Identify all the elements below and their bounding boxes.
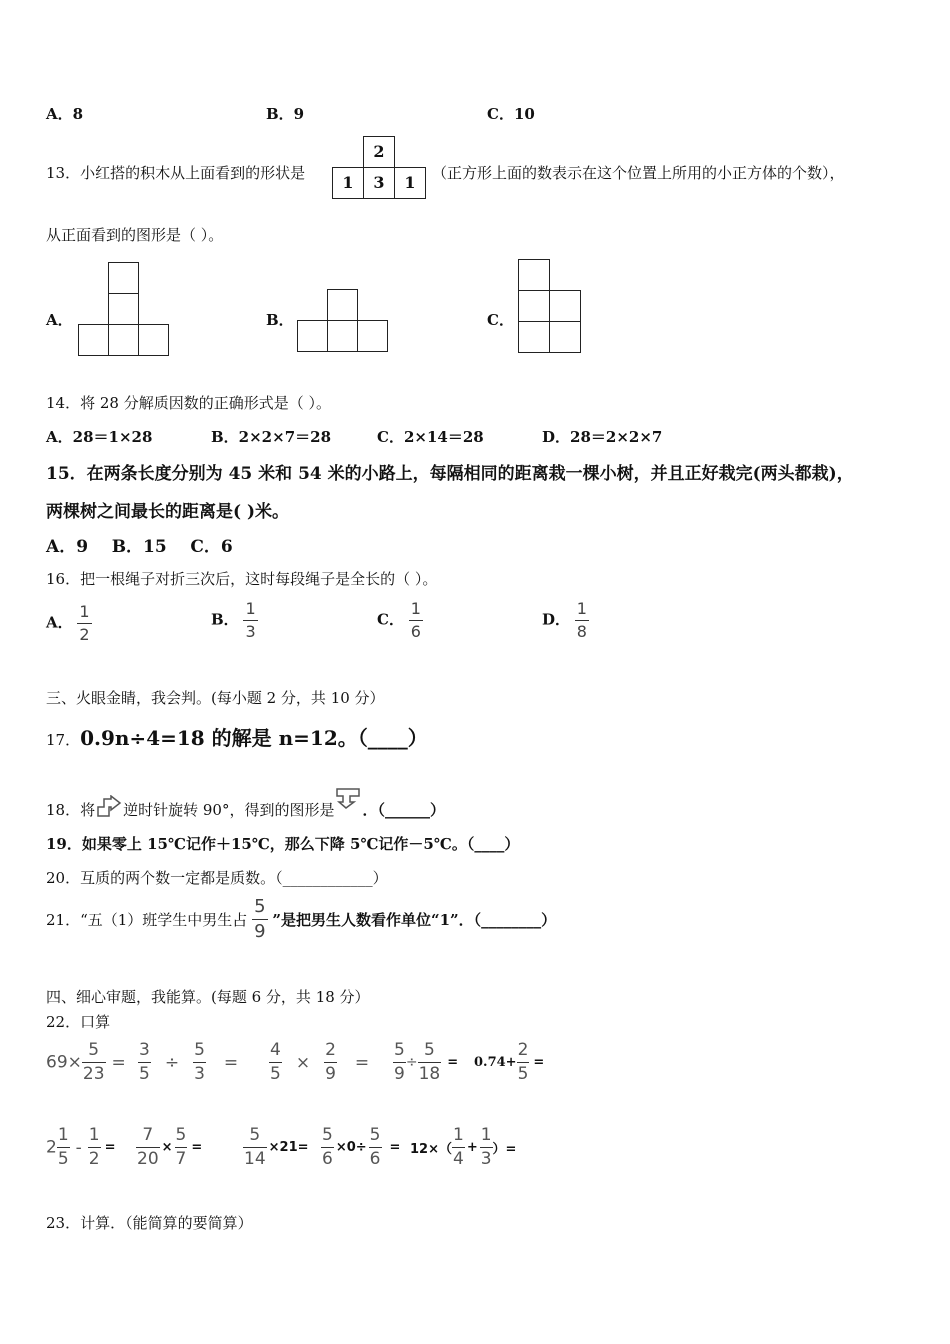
q14-option-b: B．2×2×7＝28 bbox=[211, 428, 332, 446]
q12-option-b: B．9 bbox=[266, 105, 305, 123]
q13-option-b-label: B． bbox=[266, 311, 294, 329]
calc-row2-expr5: 12×（ $\frac{1}{4}$ + $\frac{1}{3}$ ）= bbox=[410, 1125, 517, 1169]
q21: 21．“五（1）班学生中男生占 $\frac{5}{9}$ ”是把男生人数看作单位“1”．（________） bbox=[46, 896, 557, 942]
q13-option-c-label: C． bbox=[487, 311, 514, 329]
calc-row2-expr3: $\frac{5}{14}$ ×21= bbox=[244, 1125, 309, 1169]
q12-option-a: A．8 bbox=[46, 105, 84, 123]
top-view-cell-top: 2 bbox=[363, 136, 395, 168]
q19: 19．如果零上 15℃记作＋15℃，那么下降 5℃记作－5℃。（____） bbox=[46, 835, 520, 853]
q20: 20．互质的两个数一定都是质数。（____________） bbox=[46, 869, 388, 887]
q13-option-c-figure bbox=[518, 259, 581, 354]
top-view-cell-left: 1 bbox=[332, 167, 364, 199]
fraction: $\frac{5}{9}$ bbox=[254, 896, 266, 942]
q17: 17．0.9n÷4=18 的解是 n=12。（____） bbox=[46, 726, 428, 750]
rotated-step-shape-icon bbox=[335, 787, 361, 809]
q16-option-c: C． $\frac{1}{6}$ bbox=[377, 599, 421, 641]
calc-row2-expr1: 2 $\frac{1}{5}$ - $\frac{1}{2}$ = bbox=[46, 1125, 116, 1169]
fraction: $\frac{7}{20}$ bbox=[137, 1125, 159, 1169]
q23: 23．计算．（能简算的要简算） bbox=[46, 1214, 253, 1232]
q13-option-a-figure bbox=[78, 262, 170, 356]
fraction: $\frac{5}{18}$ bbox=[418, 1040, 441, 1084]
section3-heading: 三、火眼金睛，我会判。(每小题 2 分，共 10 分） bbox=[46, 689, 385, 707]
q14-option-c: C．2×14＝28 bbox=[377, 428, 484, 446]
fraction: $\frac{5}{3}$ bbox=[194, 1040, 205, 1084]
calc-row2-expr2: $\frac{7}{20}$ × $\frac{5}{7}$ = bbox=[137, 1125, 203, 1169]
calc-row1-expr4: $\frac{5}{9}$ ÷ $\frac{5}{18}$ = bbox=[394, 1040, 459, 1084]
q15-options: A．9 B．15 C．6 bbox=[46, 537, 233, 557]
calc-row1-expr1: 69× $\frac{5}{23}$ = bbox=[46, 1040, 126, 1084]
calc-row2-expr4: $\frac{5}{6}$ ×0÷ $\frac{5}{6}$ = bbox=[322, 1125, 401, 1169]
fraction: $\frac{5}{6}$ bbox=[322, 1125, 333, 1169]
q22-title: 22．口算 bbox=[46, 1013, 111, 1031]
q15-line2: 两棵树之间最长的距离是( )米。 bbox=[46, 502, 290, 522]
fraction: $\frac{5}{9}$ bbox=[394, 1040, 405, 1084]
q13-top-view-figure bbox=[332, 136, 426, 200]
q13-line2: 从正面看到的图形是（ ）。 bbox=[46, 226, 224, 244]
fraction: $\frac{1}{5}$ bbox=[57, 1125, 69, 1169]
calc-row1-expr5: 0.74+ $\frac{2}{5}$ = bbox=[474, 1040, 545, 1084]
calc-row1-expr2: $\frac{3}{5}$ ÷ $\frac{5}{3}$ = bbox=[139, 1040, 239, 1084]
top-view-cell-right: 1 bbox=[394, 167, 426, 199]
q18: 18．将 逆时针旋转 90°，得到的图形是 ．（______） bbox=[46, 787, 445, 820]
fraction: $\frac{4}{5}$ bbox=[270, 1040, 281, 1084]
q16-option-a: A． $\frac{1}{2}$ bbox=[46, 602, 90, 644]
q15-line1: 15．在两条长度分别为 45 米和 54 米的小路上，每隔相同的距离栽一棵小树，并且正好栽完(两头都栽)， bbox=[46, 464, 854, 484]
q14-stem: 14．将 28 分解质因数的正确形式是（ ）。 bbox=[46, 394, 331, 412]
fraction: $\frac{2}{5}$ bbox=[517, 1040, 529, 1084]
fraction: $\frac{1}{8}$ bbox=[576, 599, 587, 641]
calc-row1-expr3: $\frac{4}{5}$ × $\frac{2}{9}$ = bbox=[270, 1040, 370, 1084]
fraction: $\frac{1}{3}$ bbox=[245, 599, 256, 641]
q12-option-c: C．10 bbox=[487, 105, 535, 123]
q14-option-a: A．28＝1×28 bbox=[46, 428, 153, 446]
q13-option-a-label: A． bbox=[46, 311, 73, 329]
fraction: $\frac{1}{3}$ bbox=[480, 1125, 492, 1169]
q16-option-d: D． $\frac{1}{8}$ bbox=[542, 599, 587, 641]
q16-stem: 16．把一根绳子对折三次后，这时每段绳子是全长的（ ）。 bbox=[46, 570, 438, 588]
q14-option-d: D．28＝2×2×7 bbox=[542, 428, 663, 446]
q16-option-b: B． $\frac{1}{3}$ bbox=[211, 599, 256, 641]
fraction: $\frac{5}{7}$ bbox=[175, 1125, 187, 1169]
fraction: $\frac{1}{6}$ bbox=[410, 599, 421, 641]
fraction: $\frac{2}{9}$ bbox=[325, 1040, 336, 1084]
q13-option-b-figure bbox=[297, 289, 389, 352]
fraction: $\frac{5}{14}$ bbox=[244, 1125, 266, 1169]
fraction: $\frac{5}{6}$ bbox=[369, 1125, 381, 1169]
fraction: $\frac{1}{2}$ bbox=[79, 602, 90, 644]
top-view-cell-mid: 3 bbox=[363, 167, 395, 199]
q13-stem: 13．小红搭的积木从上面看到的形状是 bbox=[46, 164, 306, 182]
section4-heading: 四、细心审题，我能算。(每题 6 分，共 18 分） bbox=[46, 988, 370, 1006]
fraction: $\frac{3}{5}$ bbox=[139, 1040, 150, 1084]
fraction: $\frac{5}{23}$ bbox=[82, 1040, 105, 1084]
step-shape-icon bbox=[96, 795, 122, 817]
fraction: $\frac{1}{4}$ bbox=[452, 1125, 464, 1169]
fraction: $\frac{1}{2}$ bbox=[88, 1125, 100, 1169]
q13-stem-after: （正方形上面的数表示在这个位置上所用的小正方体的个数）， bbox=[432, 164, 845, 182]
